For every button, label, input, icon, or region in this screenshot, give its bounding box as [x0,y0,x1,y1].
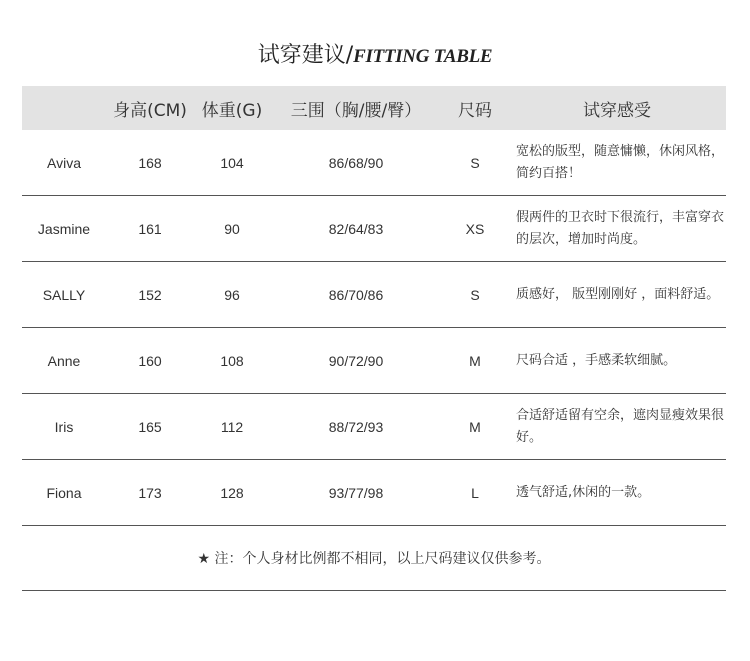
row-height: 161 [106,196,194,262]
row-weight: 90 [194,196,270,262]
row-size: S [442,130,508,196]
page-title [0,38,750,69]
row-weight: 112 [194,394,270,460]
row-size: XS [442,196,508,262]
row-measurements: 82/64/83 [270,196,442,262]
row-feedback: 宽松的版型，随意慵懒，休闲风格，简约百搭！ [508,130,726,196]
row-measurements: 90/72/90 [270,328,442,394]
title-en: FITTING TABLE [353,46,493,67]
row-name: Anne [22,328,106,394]
row-measurements: 88/72/93 [270,394,442,460]
row-name: Fiona [22,460,106,526]
row-height: 160 [106,328,194,394]
row-height: 152 [106,262,194,328]
table-row [22,262,726,328]
row-measurements: 86/68/90 [270,130,442,196]
row-feedback: 透气舒适,休闲的一款。 [508,460,726,526]
footer-note: ★ 注：个人身材比例都不相同，以上尺码建议仅供参考。 [22,526,726,591]
header-size: 尺码 [442,86,508,130]
table-row [22,460,726,526]
row-weight: 108 [194,328,270,394]
row-measurements: 93/77/98 [270,460,442,526]
row-height: 165 [106,394,194,460]
footer-row [22,526,726,591]
header-feedback: 试穿感受 [508,86,726,130]
header-name [22,86,106,130]
row-weight: 96 [194,262,270,328]
row-weight: 104 [194,130,270,196]
row-name: Iris [22,394,106,460]
fitting-table [22,86,726,591]
table-row [22,196,726,262]
row-name: SALLY [22,262,106,328]
row-name: Jasmine [22,196,106,262]
table-header-row [22,86,726,130]
table-row [22,328,726,394]
row-size: M [442,394,508,460]
row-name: Aviva [22,130,106,196]
title-cn: 试穿建议/ [257,43,354,68]
row-size: M [442,328,508,394]
row-height: 168 [106,130,194,196]
row-size: S [442,262,508,328]
table-row [22,394,726,460]
row-feedback: 假两件的卫衣时下很流行，丰富穿衣的层次，增加时尚度。 [508,196,726,262]
row-feedback: 合适舒适留有空余，遮肉显瘦效果很好。 [508,394,726,460]
row-feedback: 尺码合适 ，手感柔软细腻。 [508,328,726,394]
header-weight: 体重(G) [194,86,270,130]
header-height: 身高(CM) [106,86,194,130]
row-size: L [442,460,508,526]
row-feedback: 质感好， 版型刚刚好 ，面料舒适。 [508,262,726,328]
row-measurements: 86/70/86 [270,262,442,328]
table-row [22,130,726,196]
row-height: 173 [106,460,194,526]
header-measurements: 三围（胸/腰/臀） [270,86,442,130]
row-weight: 128 [194,460,270,526]
